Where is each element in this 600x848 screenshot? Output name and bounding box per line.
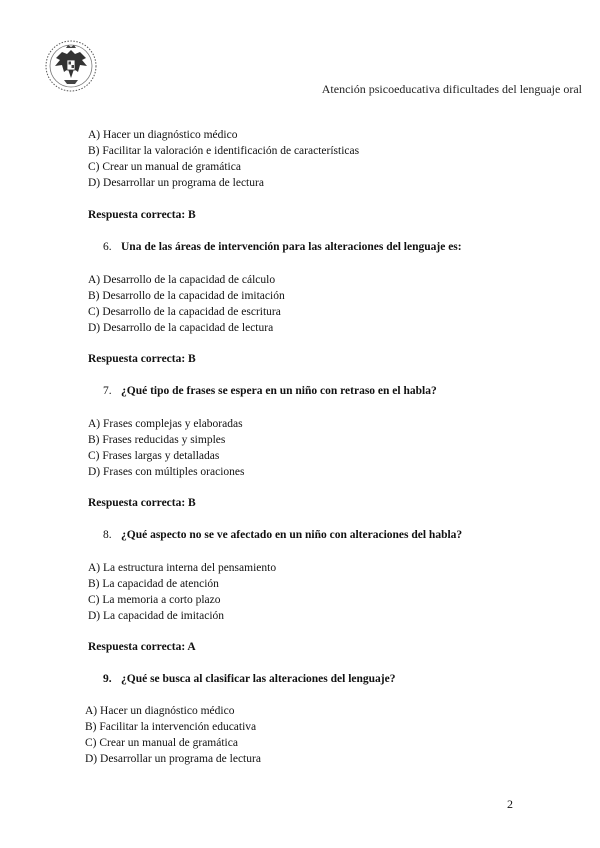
option-item: B) La capacidad de atención xyxy=(88,578,219,590)
question-number: 7. xyxy=(103,385,112,397)
question-number: 8. xyxy=(103,529,112,541)
option-list xyxy=(88,127,359,191)
option-item: A) Desarrollo de la capacidad de cálculo xyxy=(88,274,276,286)
option-item: D) Frases con múltiples oraciones xyxy=(88,466,245,478)
question-heading xyxy=(103,673,395,685)
question-text: ¿Qué aspecto no se ve afectado en un niño con alteraciones del habla? xyxy=(121,529,463,541)
option-item: C) Desarrollo de la capacidad de escritura xyxy=(88,306,281,318)
option-item: B) Desarrollo de la capacidad de imitación xyxy=(88,290,285,302)
question-number: 6. xyxy=(103,241,112,253)
correct-answer: Respuesta correcta: A xyxy=(88,641,196,653)
correct-answer: Respuesta correcta: B xyxy=(88,497,196,509)
option-item: A) La estructura interna del pensamiento xyxy=(88,562,277,574)
correct-answer: Respuesta correcta: B xyxy=(88,353,196,365)
question-text: ¿Qué se busca al clasificar las alteraciones del lenguaje? xyxy=(121,673,396,685)
correct-answer: Respuesta correcta: B xyxy=(88,209,196,221)
option-item: B) Facilitar la valoración e identificación de características xyxy=(88,145,360,157)
option-item: D) Desarrollar un programa de lectura xyxy=(88,177,264,189)
option-item: C) Frases largas y detalladas xyxy=(88,450,220,462)
option-item: C) Crear un manual de gramática xyxy=(85,737,238,749)
option-item: A) Hacer un diagnóstico médico xyxy=(85,705,235,717)
question-heading xyxy=(103,529,462,541)
question-text: ¿Qué tipo de frases se espera en un niño con retraso en el habla? xyxy=(121,385,437,397)
option-item: B) Facilitar la intervención educativa xyxy=(85,721,257,733)
option-list xyxy=(88,560,276,624)
option-item: B) Frases reducidas y simples xyxy=(88,434,226,446)
option-list xyxy=(85,703,261,767)
option-item: D) La capacidad de imitación xyxy=(88,610,225,622)
option-item: C) La memoria a corto plazo xyxy=(88,594,221,606)
question-text: Una de las áreas de intervención para las alteraciones del lenguaje es: xyxy=(121,241,462,253)
option-item: C) Crear un manual de gramática xyxy=(88,161,241,173)
question-number: 9. xyxy=(103,673,112,685)
option-item: D) Desarrollar un programa de lectura xyxy=(85,753,261,765)
question-heading xyxy=(103,241,462,253)
option-list xyxy=(88,272,285,336)
option-list xyxy=(88,416,245,480)
option-item: A) Hacer un diagnóstico médico xyxy=(88,129,238,141)
university-crest-logo xyxy=(44,38,98,94)
option-item: D) Desarrollo de la capacidad de lectura xyxy=(88,322,274,334)
page-number: 2 xyxy=(507,797,513,811)
document-header-title: Atención psicoeducativa dificultades del lenguaje oral xyxy=(321,82,582,96)
option-item: A) Frases complejas y elaboradas xyxy=(88,418,243,430)
question-heading xyxy=(103,385,437,397)
